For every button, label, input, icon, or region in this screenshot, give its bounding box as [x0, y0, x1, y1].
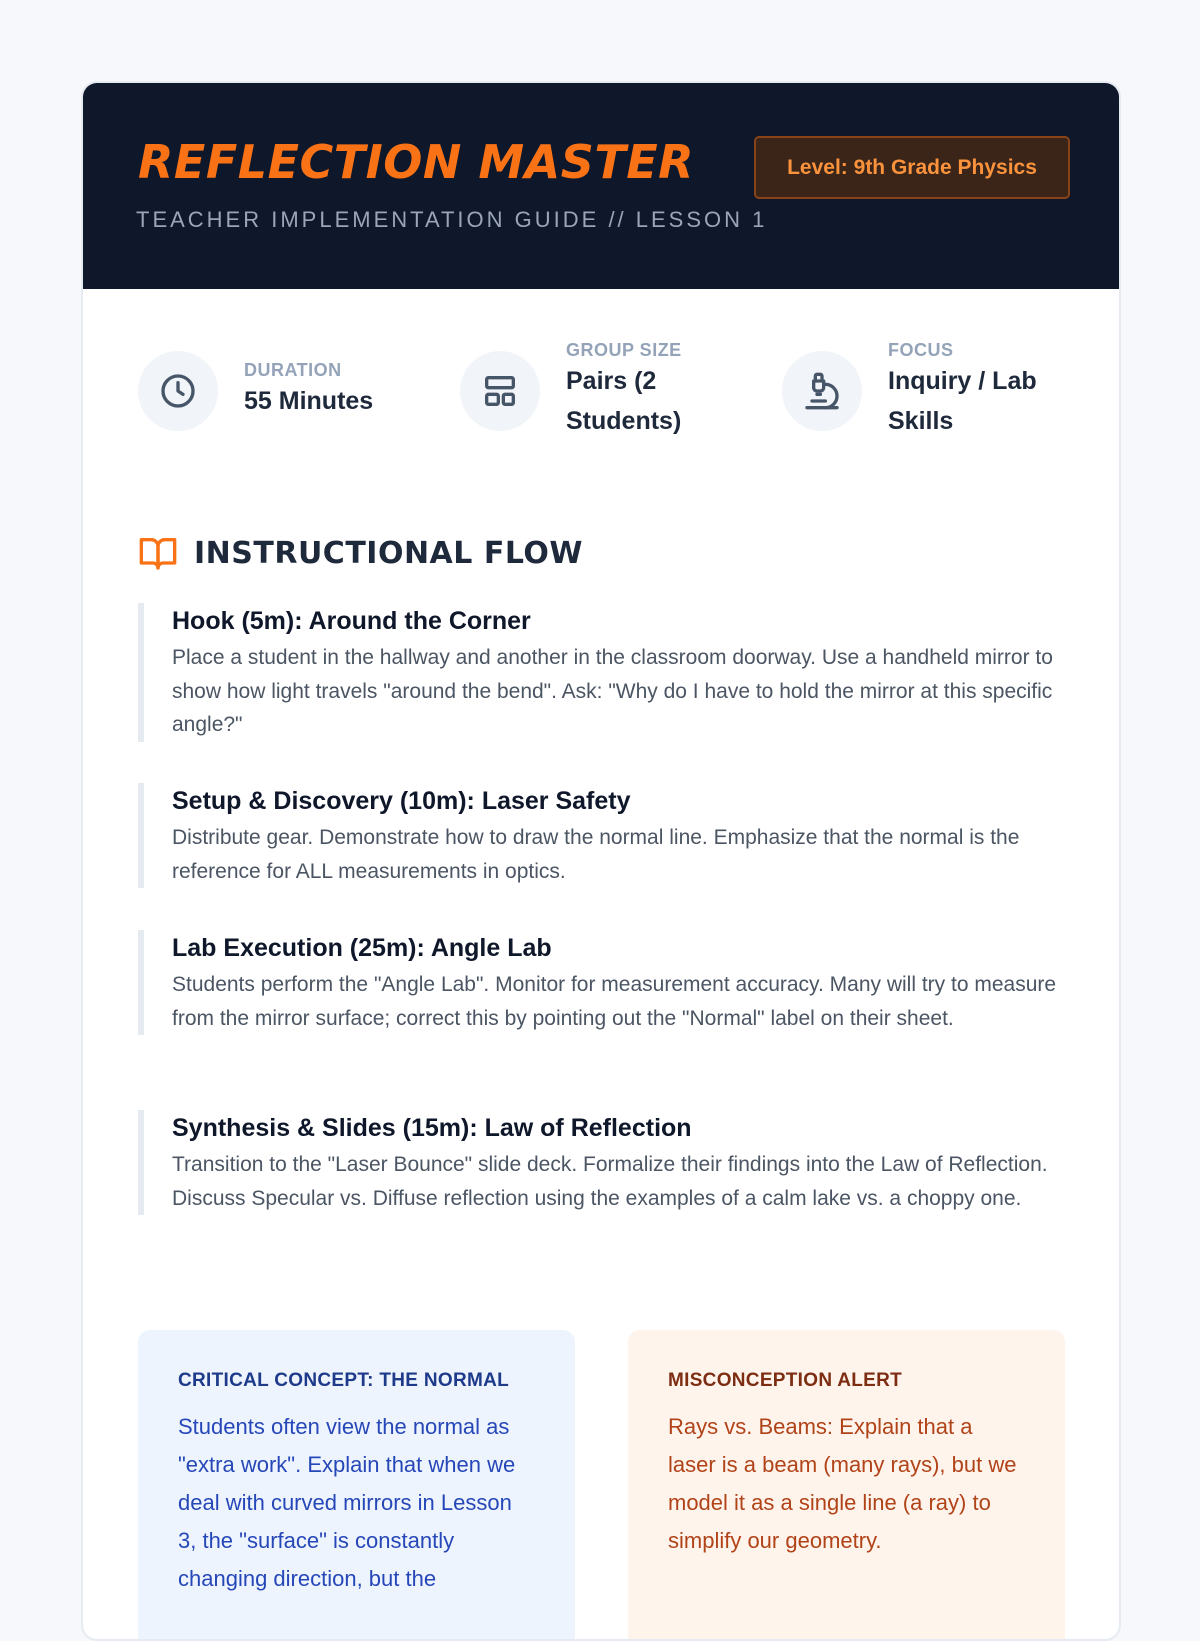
misconception-alert-callout	[628, 1330, 1065, 1641]
flow-item-title: Setup & Discovery (10m): Laser Safety	[172, 787, 631, 815]
callout-text: Students often view the normal as "extra work". Explain that when we deal with curved mirrors in Lesson 3, the "surface" is constantly changing direction, but the	[178, 1414, 516, 1591]
meta-value: 55 Minutes	[244, 387, 374, 415]
meta-label: DURATION	[244, 360, 342, 380]
microscope-icon	[782, 351, 862, 431]
book-open-icon	[138, 533, 178, 573]
meta-value: Pairs (2 Students)	[566, 367, 682, 435]
flow-item	[138, 930, 1068, 1035]
layout-icon	[460, 351, 540, 431]
page-subtitle: TEACHER IMPLEMENTATION GUIDE // LESSON 1	[136, 207, 768, 232]
flow-item	[138, 1110, 1068, 1215]
callout-label: MISCONCEPTION ALERT	[668, 1370, 903, 1391]
flow-item-body: Transition to the "Laser Bounce" slide deck. Formalize their findings into the Law of Reflection. Discuss Specular vs. Diffuse reflection using the examples of a calm lake vs. a choppy one.	[172, 1153, 1048, 1210]
section-title: INSTRUCTIONAL FLOW	[194, 535, 583, 571]
meta-value: Inquiry / Lab Skills	[888, 367, 1037, 435]
level-badge: Level: 9th Grade Physics	[754, 136, 1070, 199]
meta-label: GROUP SIZE	[566, 340, 682, 360]
guide-header	[83, 83, 1119, 289]
page-title: REFLECTION MASTER	[138, 135, 695, 189]
critical-concept-callout	[138, 1330, 575, 1641]
lesson-guide-card	[81, 81, 1121, 1641]
flow-item-title: Lab Execution (25m): Angle Lab	[172, 934, 552, 962]
instructional-flow-header	[138, 531, 583, 575]
flow-item	[138, 603, 1068, 742]
meta-duration	[138, 351, 438, 471]
flow-item-body: Distribute gear. Demonstrate how to draw the normal line. Emphasize that the normal is the reference for ALL measurements in optics.	[172, 826, 1020, 883]
flow-item-title: Hook (5m): Around the Corner	[172, 607, 531, 635]
clock-icon	[138, 351, 218, 431]
callout-label: CRITICAL CONCEPT: THE NORMAL	[178, 1370, 510, 1391]
flow-item-title: Synthesis & Slides (15m): Law of Reflection	[172, 1114, 692, 1142]
meta-focus	[782, 340, 1082, 471]
flow-item-body: Students perform the "Angle Lab". Monitor for measurement accuracy. Many will try to measure from the mirror surface; correct this by pointing out the "Normal" label on their sheet.	[172, 973, 1057, 1030]
flow-item-body: Place a student in the hallway and another in the classroom doorway. Use a handheld mirror to show how light travels "around the bend". Ask: "Why do I have to hold the mirror at this specific angle?"	[172, 646, 1053, 736]
flow-item	[138, 783, 1068, 888]
meta-group-size	[460, 340, 760, 471]
meta-label: FOCUS	[888, 340, 954, 360]
callout-text: Rays vs. Beams: Explain that a laser is a beam (many rays), but we model it as a single line (a ray) to simplify our geometry.	[668, 1414, 1017, 1553]
